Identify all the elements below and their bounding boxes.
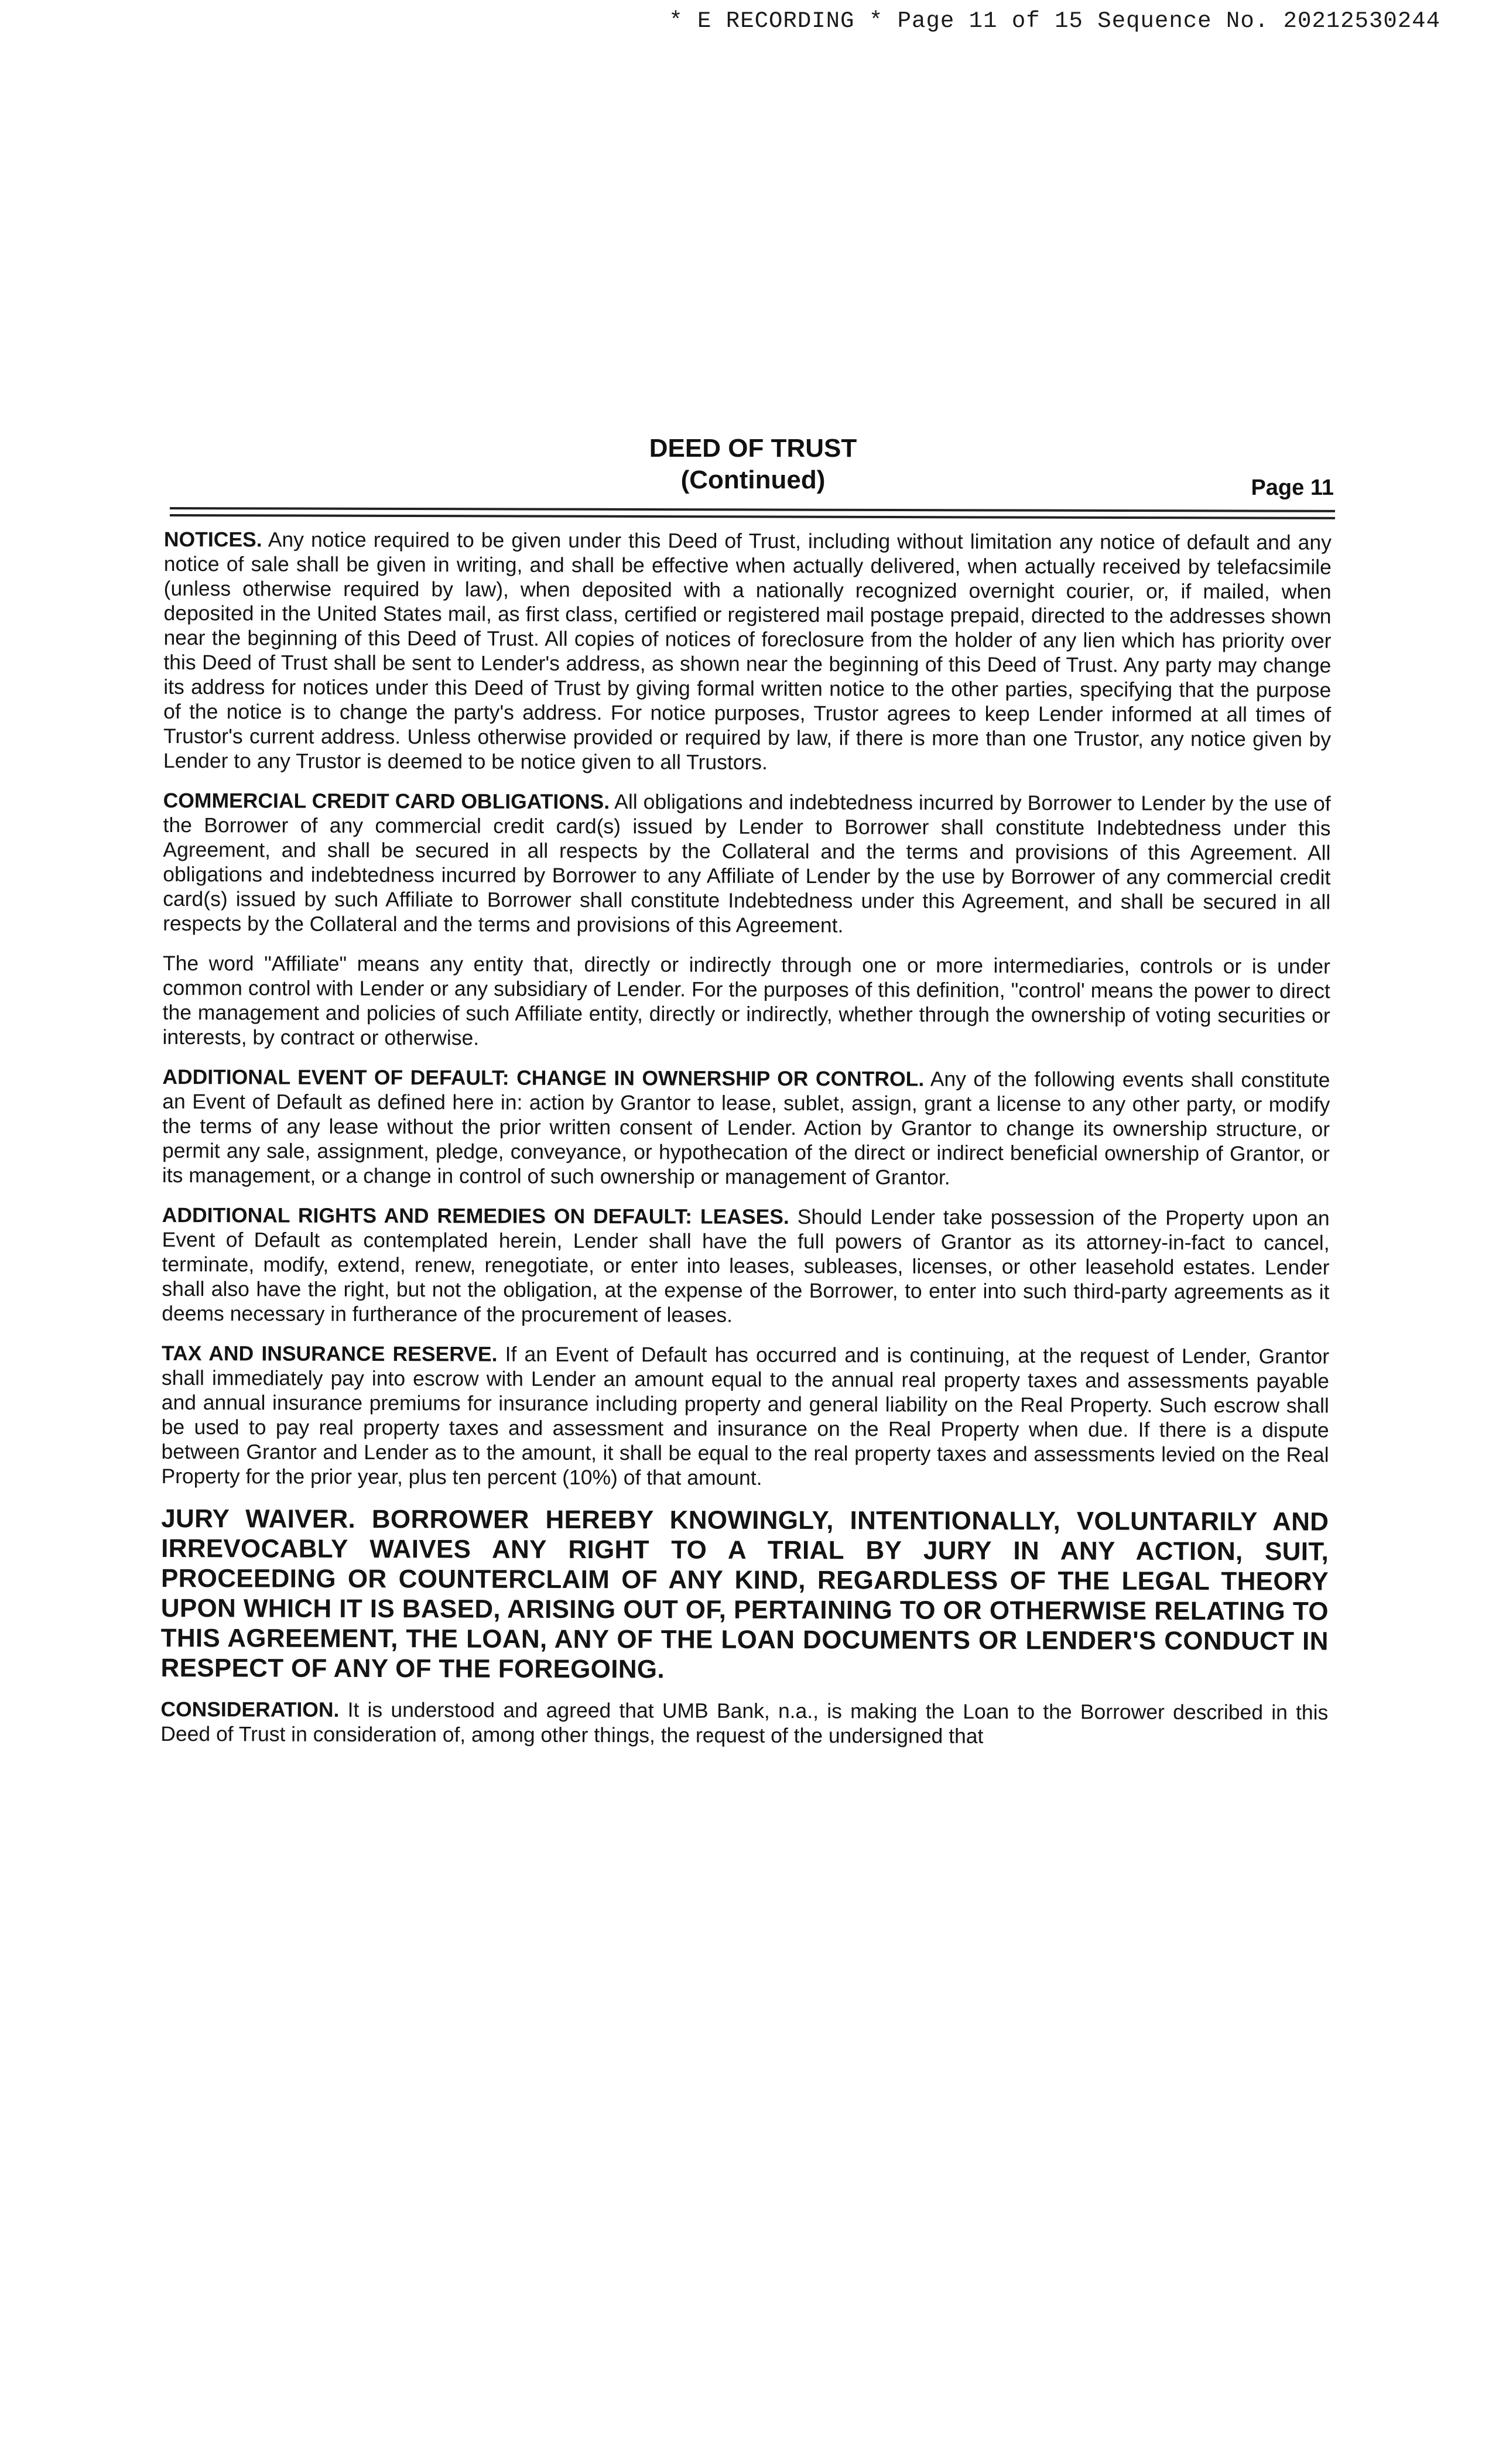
section-text: If an Event of Default has occurred and is continuing, at the request of Lender, Grantor shall immediately pay into escrow with Lender an amount equal to the annual real property taxes and assessments payable and annual insurance premiums for insurance including property and general liability on the Real Property. Such escrow shall be used to pay real property taxes and assessment and insurance on the Real Property when due. If there is a dispute between Grantor and Lender as to the amount, it shall be equal to the real property taxes and assessments levied on the Real Property for the prior year, plus ten percent (10%) of that amount. bbox=[161, 1342, 1330, 1490]
section-affiliate-definition bbox=[163, 951, 1330, 1053]
section-heading: ADDITIONAL EVENT OF DEFAULT: CHANGE IN OWNERSHIP OR CONTROL. bbox=[162, 1065, 925, 1091]
section-text: It is understood and agreed that UMB Bank, n.a., is making the Loan to the Borrower described in this Deed of Trust in consideration of, among other things, the request of the undersigned that bbox=[160, 1698, 1329, 1748]
section-commercial-credit-card bbox=[163, 788, 1331, 939]
section-change-in-ownership bbox=[162, 1065, 1330, 1191]
section-text: Any of the following events shall constitute an Event of Default as defined here in: action by Grantor to lease, sublet, assign, grant a license to any other party, or modify the terms of any lease without the prior written consent of Lender. Action by Grantor to change its ownership structure, or permit any sale, assignment, pledge, conveyance, or hypothecation of the direct or indirect beneficial ownership of Grantor, or its management, or a change in control of such ownership or management of Grantor. bbox=[162, 1067, 1330, 1189]
section-text: Any notice required to be given under this Deed of Trust, including without limitation any notice of default and any notice of sale shall be given in writing, and shall be effective when actually delivered, when actually received by telefacsimile (unless otherwise required by law), when deposited with a nationally recognized overnight courier, or, if mailed, when deposited in the United States mail, as first class, certified or registered mail postage prepaid, directed to the addresses shown near the beginning of this Deed of Trust. All copies of notices of foreclosure from the holder of any lien which has priority over this Deed of Trust shall be sent to Lender's address, as shown near the beginning of this Deed of Trust. Any party may change its address for notices under this Deed of Trust by giving formal written notice to the other parties, specifying that the purpose of the notice is to change the party's address. For notice purposes, Trustor agrees to keep Lender informed at all times of Trustor's current address. Unless otherwise provided or required by law, if there is more than one Trustor, any notice given by Lender to any Trustor is deemed to be notice given to all Trustors. bbox=[163, 528, 1332, 774]
section-text: Should Lender take possession of the Property upon an Event of Default as contemplated herein, Lender shall have the full powers of Grantor as its attorney-in-fact to cancel, terminate, modify, extend, renew, renegotiate, or enter into leases, subleases, licenses, or other leasehold estates. Lender shall also have the right, but not the obligation, at the expense of the Borrower, to enter into such third-party agreements as it deems necessary in furtherance of the procurement of leases. bbox=[162, 1205, 1330, 1327]
section-text: All obligations and indebtedness incurred by Borrower to Lender by the use of the Borrower of any commercial credit card(s) issued by Lender to Borrower shall constitute Indebtedness under this Agreement, and shall be secured in all respects by the Collateral and the terms and provisions of this Agreement. All obligations and indebtedness incurred by Borrower to any Affiliate of Lender by the use by Borrower of any commercial credit card(s) issued by such Affiliate to Borrower shall constitute Indebtedness under this Agreement, and shall be secured in all respects by the Collateral and the terms and provisions of this Agreement. bbox=[163, 790, 1331, 937]
section-heading: ADDITIONAL RIGHTS AND REMEDIES ON DEFAULT: LEASES. bbox=[162, 1203, 789, 1228]
section-leases-remedies bbox=[162, 1203, 1330, 1329]
document-title: DEED OF TRUST bbox=[649, 434, 857, 463]
document-subtitle: (Continued) bbox=[680, 466, 826, 494]
recording-header: * E RECORDING * Page 11 of 15 Sequence No. 20212530244 bbox=[669, 8, 1440, 34]
section-heading: NOTICES. bbox=[163, 528, 262, 552]
section-jury-waiver: JURY WAIVER. BORROWER HEREBY KNOWINGLY, INTENTIONALLY, VOLUNTARILY AND IRREVOCABLY WAIVES ANY RIGHT TO A TRIAL BY JURY IN ANY ACTION, SUIT, PROCEEDING OR COUNTERCLAIM OF ANY KIND, REGARDLESS OF THE LEGAL THEORY UPON WHICH IT IS BASED, ARISING OUT OF, PERTAINING TO OR OTHERWISE RELATING TO THIS AGREEMENT, THE LOAN, ANY OF THE LOAN DOCUMENTS OR LENDER'S CONDUCT IN RESPECT OF ANY OF THE FOREGOING. bbox=[160, 1504, 1329, 1684]
header-rule-bottom bbox=[170, 514, 1335, 519]
section-heading: COMMERCIAL CREDIT CARD OBLIGATIONS. bbox=[163, 788, 610, 814]
section-consideration bbox=[160, 1697, 1328, 1750]
section-heading: TAX AND INSURANCE RESERVE. bbox=[162, 1341, 498, 1366]
section-heading: CONSIDERATION. bbox=[160, 1697, 340, 1722]
page-number-label: Page 11 bbox=[1251, 475, 1334, 500]
section-tax-insurance-reserve bbox=[161, 1341, 1329, 1492]
section-text: The word "Affiliate" means any entity that, directly or indirectly through one or more intermediaries, controls or is under common control with Lender or any subsidiary of Lender. For the purposes of this definition, "control' means the power to direct the management and policies of such Affiliate entity, directly or indirectly, whether through the ownership of voting securities or interests, by contract or otherwise. bbox=[162, 951, 1330, 1050]
section-notices bbox=[163, 527, 1332, 776]
document-body bbox=[160, 527, 1332, 1765]
header-rule-top bbox=[170, 507, 1335, 512]
